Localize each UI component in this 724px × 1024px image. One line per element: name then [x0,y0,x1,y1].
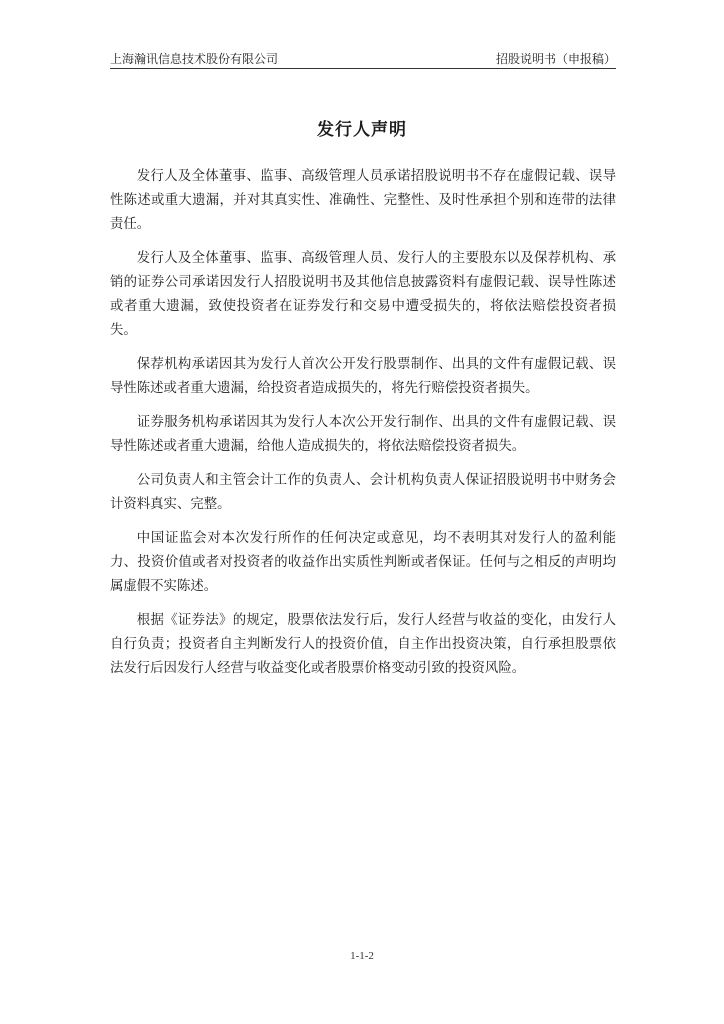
header-document-type: 招股说明书（申报稿） [495,52,616,66]
page-title: 发行人声明 [317,120,407,140]
declaration-paragraph: 发行人及全体董事、监事、高级管理人员承诺招股说明书不存在虚假记载、误导性陈述或重大遗漏，并对其真实性、准确性、完整性、及时性承担个别和连带的法律责任。 [110,169,616,232]
declaration-paragraph: 公司负责人和主管会计工作的负责人、会计机构负责人保证招股说明书中财务会计资料真实、完整。 [110,473,616,512]
declaration-paragraph: 保荐机构承诺因其为发行人首次公开发行股票制作、出具的文件有虚假记载、误导性陈述或者重大遗漏，给投资者造成损失的，将先行赔偿投资者损失。 [110,357,616,396]
header-company-name: 上海瀚讯信息技术股份有限公司 [110,52,279,66]
page-number: 1-1-2 [350,950,374,962]
page-header [110,50,616,69]
declaration-body [110,165,616,691]
declaration-paragraph: 发行人及全体董事、监事、高级管理人员、发行人的主要股东以及保荐机构、承销的证券公司承诺因发行人招股说明书及其他信息披露资料有虚假记载、误导性陈述或者重大遗漏，致使投资者在证券发行和交易中遭受损失的，将依法赔偿投资者损失。 [110,251,616,338]
declaration-paragraph: 根据《证券法》的规定，股票依法发行后，发行人经营与收益的变化，由发行人自行负责；投资者自主判断发行人的投资价值，自主作出投资决策，自行承担股票依法发行后因发行人经营与收益变化或者股票价格变动引致的投资风险。 [110,613,616,676]
declaration-paragraph: 证券服务机构承诺因其为发行人本次公开发行制作、出具的文件有虚假记载、误导性陈述或者重大遗漏，给他人造成损失的，将依法赔偿投资者损失。 [110,415,616,454]
declaration-paragraph: 中国证监会对本次发行所作的任何决定或意见，均不表明其对发行人的盈利能力、投资价值或者对投资者的收益作出实质性判断或者保证。任何与之相反的声明均属虚假不实陈述。 [110,531,616,594]
